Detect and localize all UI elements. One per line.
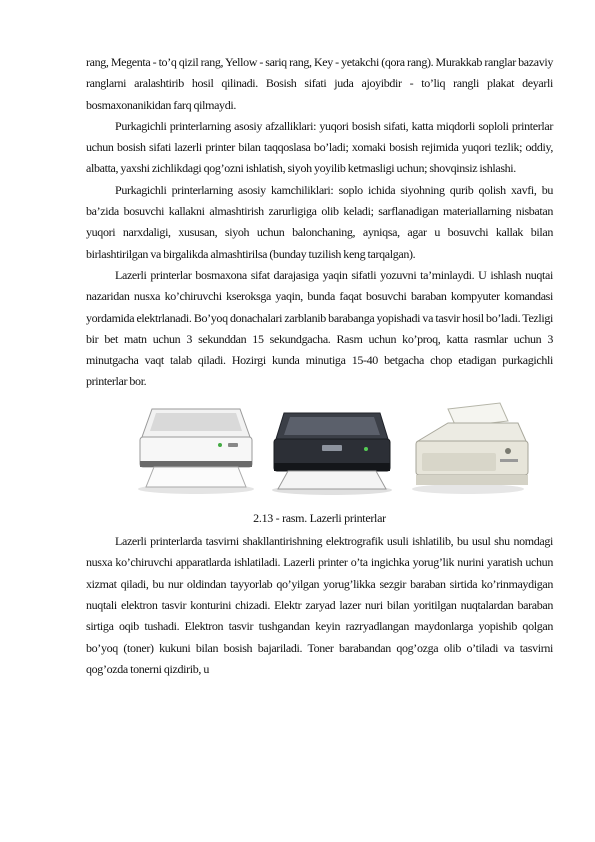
paragraph-cmyk-continuation: rang, Megenta - to’q qizil rang, Yellow - sariq rang, Key - yetakchi (qora rang). Murakkab ranglar bazaviy ranglarni aralashtirib hosil qilinadi. Bosish sifati juda ajoyibdir - to’liq rangli plakat deyarli bosmaxonanikidan farq qilmaydi. xyxy=(86,55,553,112)
white-laser-printer-image xyxy=(132,397,260,497)
figure-laser-printers xyxy=(86,397,553,502)
beige-laser-printer-image xyxy=(408,397,534,497)
figure-caption: 2.13 - rasm. Lazerli printerlar xyxy=(253,510,386,525)
document-page xyxy=(86,52,553,680)
black-laser-printer-image xyxy=(268,397,396,497)
paragraph-inkjet-advantages: Purkagichli printerlarning asosiy afzalliklari: yuqori bosish sifati, katta miqdorli soploli printerlar uchun bosish sifati lazerli printer bilan taqqoslasa bo’ladi; xomaki bosish rejimida yuqori tezlik; oddiy, albatta, yaxshi zichlikdagi qog’ozni ishlatish, siyoh yoyilib ketmasligi uchun; shovqinsiz ishlashi. xyxy=(86,118,553,176)
paragraph-laser-intro: Lazerli printerlar bosmaxona sifat darajasiga yaqin sifatli yozuvni ta’minlaydi. U ishlash nuqtai nazaridan nusxa ko’chiruvchi kseroksga yaqin, bunda faqat bosuvchi baraban kompyuter komandasi yordamida elektrlanadi. Bo’yoq donachalari zarblanib barabanga yopishadi va tasvir hosil bo’ladi. Tezligi bir bet matn uchun 3 sekunddan 15 sekundgacha. Rasm uchun ko’proq, katta rasmlar uchun 3 minutgacha vaqt talab qiladi. Hozirgi kunda minutiga 15-40 betgacha chop etadigan purkagichli printerlar bor. xyxy=(86,267,553,389)
paragraph-laser-mechanism: Lazerli printerlarda tasvirni shakllantirishning elektrografik usuli ishlatilib, bu usul shu nomdagi nusxa ko’chiruvchi apparatlarda ishlatiladi. Lazerli printer o’ta ingichka yorug’lik nurini yaratish uchun xizmat qiladi, bu nur oldindan tayyorlab qo’yilgan yorug’likka sezgir baraban sirtida ko’rinmaydigan nuqtali elektron tasvir konturini chizadi. Elektr zaryad lazer nuri bilan yoritilgan nuqtalardan baraban sirtiga oqib tushadi. Elektron tasvir tushgandan keyin razryadlangan maydonlarga yopishib qolgan bo’yoq (toner) kukuni bilan bosish bajariladi. Toner barabandan qog’ozga olib o’tiladi va tasvirni qog’ozda tonerni qizdirib, u xyxy=(86,534,553,676)
paragraph-inkjet-disadvantages: Purkagichli printerlarning asosiy kamchiliklari: soplo ichida siyohning qurib qolish xavfi, bu ba’zida bosuvchi kallakni almashtirish zarurligiga olib keladi; sarflanadigan materiallarning nisbatan yuqori narxdaligi, xususan, siyoh uchun balonchaning, ayniqsa, agar u bosuvchi kallak bilan birlashtirilgan va birgalikda almashtirilsa (bunday tuzilish keng tarqalgan). xyxy=(86,182,553,261)
